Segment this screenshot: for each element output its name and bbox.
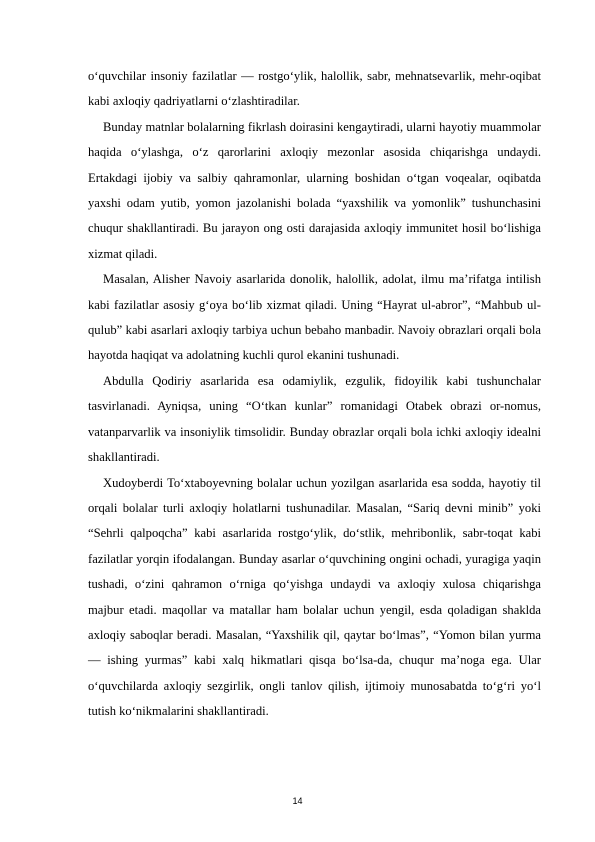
paragraph-5: Xudoyberdi To‘xtaboyevning bolalar uchun yozilgan asarlarida esa sodda, hayotiy til orqali bolalar turli axloqiy holatlarni tushunadilar. Masalan, “Sariq devni minib” yoki “Sehrli qalpoqcha” kabi asarlarida rostgo‘ylik, do‘stlik, mehribonlik, sabr-toqat kabi fazilatlar yorqin ifodalangan. Bunday asarlar o‘quvchining ongini ochadi, yuragiga yaqin tushadi, o‘zini qahramon o‘rniga qo‘yishga undaydi va axloqiy xulosa chiqarishga majbur etadi. maqollar va matallar ham bolalar uchun yengil, esda qoladigan shaklda axloqiy saboqlar beradi. Masalan, “Yaxshilik qil, qaytar bo‘lmas”, “Yomon bilan yurma — ishing yurmas” kabi xalq hikmatlari qisqa bo‘lsa-da, chuqur ma’noga ega. Ular o‘quvchilarda axloqiy sezgirlik, ongli tanlov qilish, ijtimoiy munosabatda to‘g‘ri yo‘l tutish ko‘nikmalarini shakllantiradi.	[88, 475, 541, 719]
document-body	[88, 64, 541, 725]
paragraph-3: Masalan, Alisher Navoiy asarlarida donolik, halollik, adolat, ilmu ma’rifatga intilish kabi fazilatlar asosiy g‘oya bo‘lib xizmat qiladi. Uning “Hayrat ul-abror”, “Mahbub ul-qulub” kabi asarlari axloqiy tarbiya uchun bebaho manbadir. Navoiy obrazlari orqali bola hayotda haqiqat va adolatning kuchli qurol ekanini tushunadi.	[88, 272, 541, 363]
paragraph-1: o‘quvchilar insoniy fazilatlar — rostgo‘ylik, halollik, sabr, mehnatsevarlik, mehr-oqibat kabi axloqiy qadriyatlarni o‘zlashtiradilar.	[88, 69, 541, 109]
paragraph-4: Abdulla Qodiriy asarlarida esa odamiylik, ezgulik, fidoyilik kabi tushunchalar tasvirlanadi. Ayniqsa, uning “O‘tkan kunlar” romanidagi Otabek obrazi or-nomus, vatanparvarlik va insoniylik timsolidir. Bunday obrazlar orqali bola ichki axloqiy idealni shakllantiradi.	[88, 373, 541, 465]
paragraph-2: Bunday matnlar bolalarning fikrlash doirasini kengaytiradi, ularni hayotiy muammolar haqida o‘ylashga, o‘z qarorlarini axloqiy mezonlar asosida chiqarishga undaydi. Ertakdagi ijobiy va salbiy qahramonlar, ularning boshidan o‘tgan voqealar, oqibatda yaxshi odam yutib, yomon jazolanishi bolada “yaxshilik va yomonlik” tushunchasini chuqur shakllantiradi. Bu jarayon ong osti darajasida axloqiy immunitet hosil bo‘lishiga xizmat qiladi.	[88, 119, 541, 261]
page-number: 14	[292, 796, 303, 806]
